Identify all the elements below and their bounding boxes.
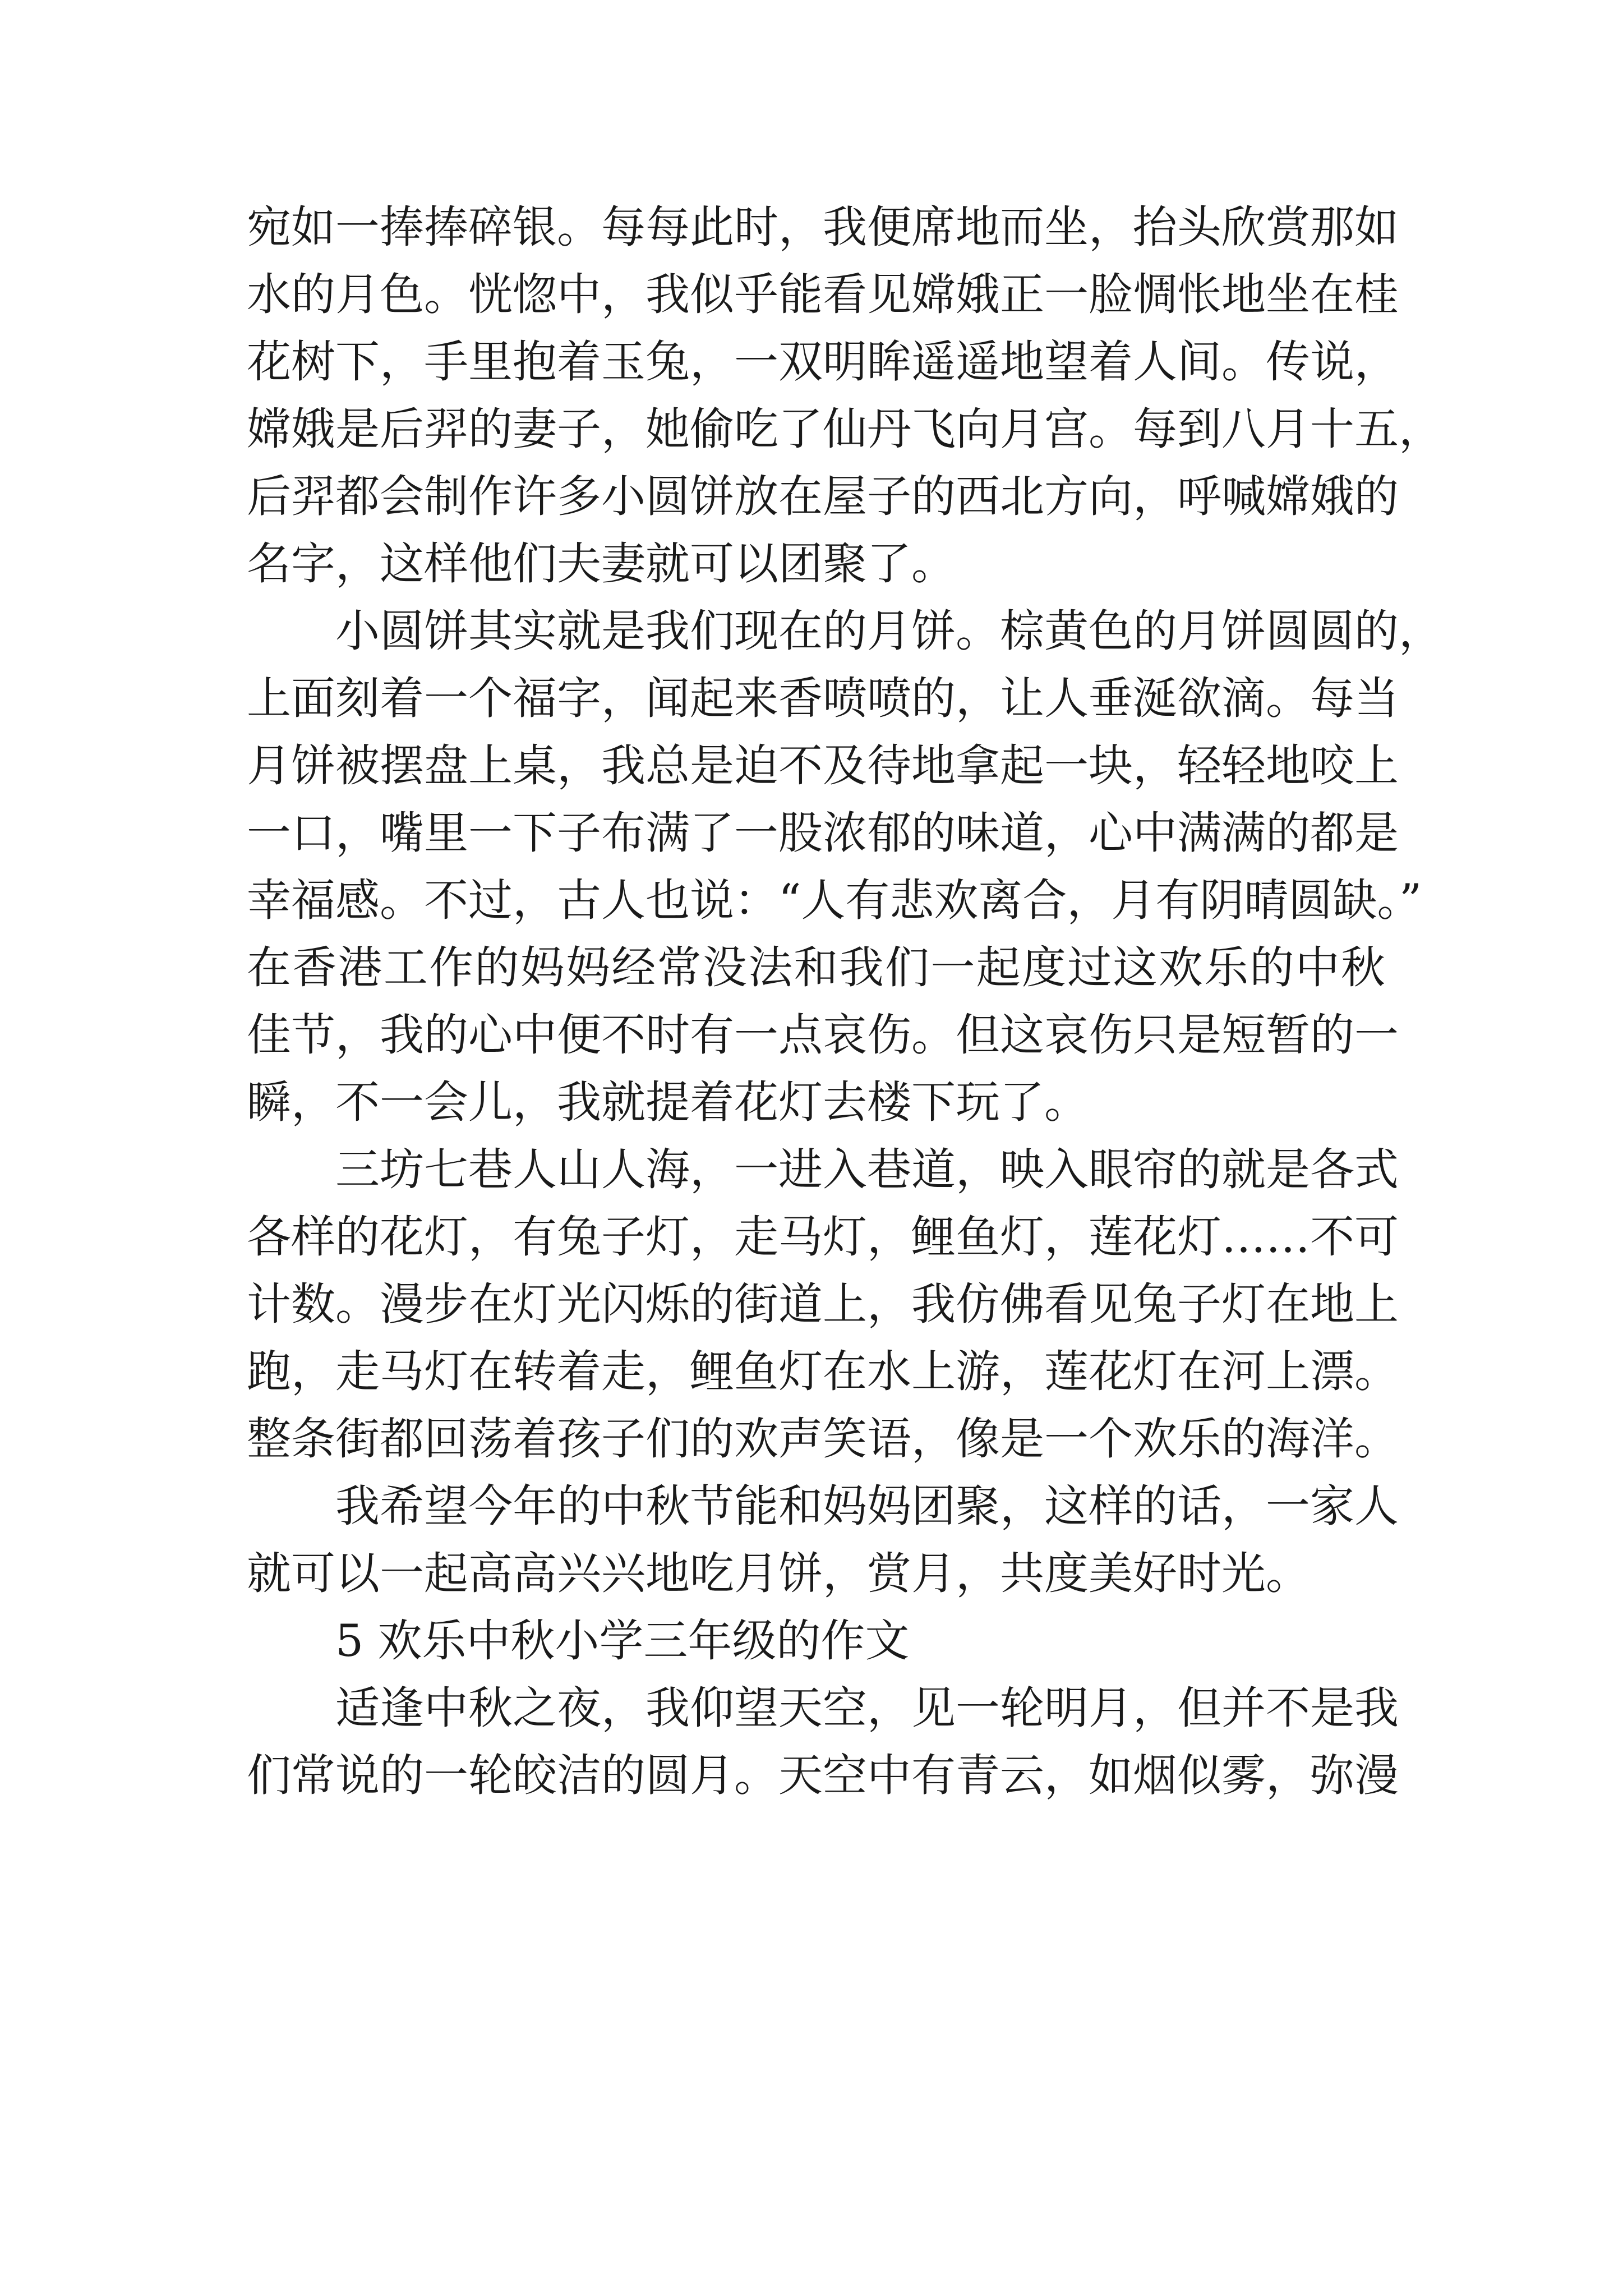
text-line: 后羿都会制作许多小圆饼放在屋子的西北方向，呼喊嫦娥的 bbox=[247, 471, 1399, 522]
text-line: 们常说的一轮皎洁的圆月。天空中有青云，如烟似雾，弥漫 bbox=[247, 1750, 1399, 1801]
text-line: 佳节，我的心中便不时有一点哀伤。但这哀伤只是短暂的一 bbox=[247, 1009, 1399, 1061]
text-line: 月饼被摆盘上桌，我总是迫不及待地拿起一块，轻轻地咬上 bbox=[247, 740, 1399, 792]
text-line: 跑，走马灯在转着走，鲤鱼灯在水上游，莲花灯在河上漂。 bbox=[247, 1346, 1399, 1397]
text-line: 我希望今年的中秋节能和妈妈团聚，这样的话，一家人 bbox=[335, 1480, 1399, 1532]
text-line: 各样的花灯，有兔子灯，走马灯，鲤鱼灯，莲花灯……不可 bbox=[247, 1211, 1399, 1263]
text-line: 一口，嘴里一下子布满了一股浓郁的味道，心中满满的都是 bbox=[247, 807, 1399, 859]
text-line: 在香港工作的妈妈经常没法和我们一起度过这欢乐的中秋 bbox=[247, 942, 1385, 993]
text-line: 嫦娥是后羿的妻子，她偷吃了仙丹飞向月宫。每到八月十五， bbox=[247, 403, 1443, 455]
text-line: 整条街都回荡着孩子们的欢声笑语，像是一个欢乐的海洋。 bbox=[247, 1413, 1399, 1465]
text-line: 三坊七巷人山人海，一进入巷道，映入眼帘的就是各式 bbox=[335, 1144, 1399, 1195]
text-line: 水的月色。恍惚中，我似乎能看见嫦娥正一脸惆怅地坐在桂 bbox=[247, 269, 1399, 320]
text-line: 适逢中秋之夜，我仰望天空，见一轮明月，但并不是我 bbox=[335, 1682, 1399, 1734]
text-line: 花树下，手里抱着玉兔，一双明眸遥遥地望着人间。传说， bbox=[247, 336, 1399, 388]
text-line: 小圆饼其实就是我们现在的月饼。棕黄色的月饼圆圆的， bbox=[335, 605, 1443, 657]
text-line: 上面刻着一个福字，闻起来香喷喷的，让人垂涎欲滴。每当 bbox=[247, 673, 1399, 724]
essay-body bbox=[247, 194, 1443, 1809]
text-line: 计数。漫步在灯光闪烁的街道上，我仿佛看见兔子灯在地上 bbox=[247, 1278, 1399, 1330]
text-line: 名字，这样他们夫妻就可以团聚了。 bbox=[247, 538, 956, 590]
section-heading: 5 欢乐中秋小学三年级的作文 bbox=[335, 1615, 910, 1667]
text-line: 就可以一起高高兴兴地吃月饼，赏月，共度美好时光。 bbox=[247, 1548, 1310, 1599]
text-line: 幸福感。不过，古人也说：“人有悲欢离合，月有阴晴圆缺。” bbox=[247, 875, 1422, 926]
text-line: 瞬，不一会儿，我就提着花灯去楼下玩了。 bbox=[247, 1076, 1089, 1128]
text-line: 宛如一捧捧碎银。每每此时，我便席地而坐，抬头欣赏那如 bbox=[247, 201, 1399, 253]
